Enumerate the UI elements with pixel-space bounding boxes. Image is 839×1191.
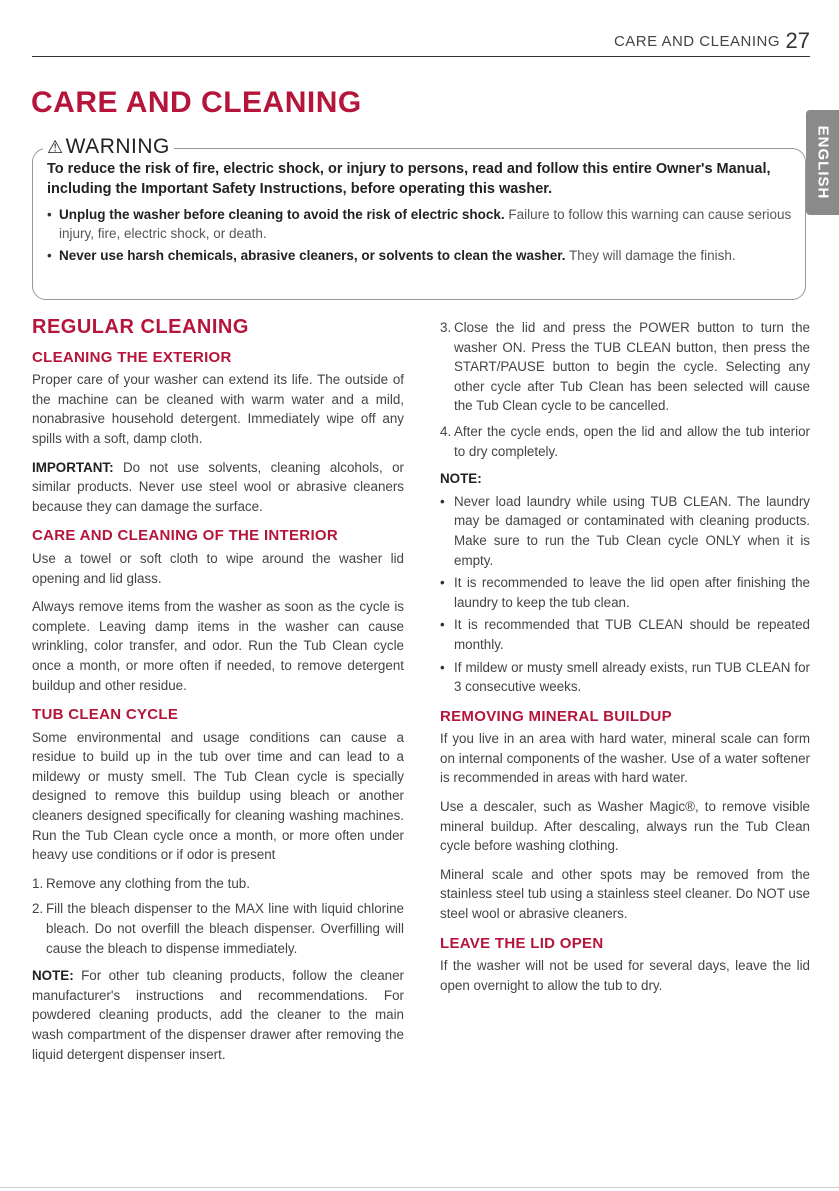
mineral-paragraph-3: Mineral scale and other spots may be removed from the stainless steel tub using a stainless steel cleaner. Do NOT use steel wool or abrasive cleaners. <box>440 866 810 922</box>
page-number: 27 <box>785 28 810 53</box>
warning-lead-text: To reduce the risk of fire, electric shock, or injury to persons, read and follow this entire Owner's Manual, including the Important Safety Instructions, before operating this washer. <box>47 161 771 197</box>
tub-clean-paragraph: Some environmental and usage conditions can cause a residue to build up in the tub over time and can lead to a mildewy or musty smell. The Tub Clean cycle is specially designed to remove this buildup using bleach or another cleaners designed specifically for cleaning washing machines. Run the Tub Clean cycle once a month, or more often under heavy use conditions or if odor is present <box>32 729 404 863</box>
note-item: • It is recommended that TUB CLEAN should be repeated monthly. <box>440 615 810 654</box>
running-header-title: CARE AND CLEANING <box>613 33 780 50</box>
warning-list <box>47 205 795 268</box>
step-item <box>32 899 404 958</box>
step-number: 2. <box>32 901 44 917</box>
step-item <box>32 874 404 894</box>
header-rule <box>32 56 810 57</box>
mineral-buildup-heading: REMOVING MINERAL BUILDUP <box>440 707 672 725</box>
step-text: Fill the bleach dispenser to the MAX line with liquid chlorine bleach. Do not overfill the bleach dispenser. Overfilling will cause the bleach to dispense immediately. <box>46 901 404 956</box>
exterior-paragraph: Proper care of your washer can extend its life. The outside of the machine can be cleaned with warm water and a mild, nonabrasive household detergent. Immediately wipe off any spills with a soft, damp cloth. <box>32 372 404 446</box>
warning-item-text: Failure to follow this warning can cause serious injury, fire, electric shock, or death. <box>59 207 792 241</box>
important-label: IMPORTANT: <box>32 459 114 475</box>
warning-heading <box>43 135 174 159</box>
mineral-paragraph-1: If you live in an area with hard water, mineral scale can form on internal components of the washer. Use of a water softener is recommended in areas with hard water. <box>440 731 810 786</box>
warning-item-bold: Never use harsh chemicals, abrasive cleaners, or solvents to clean the washer. <box>59 248 566 263</box>
note-heading: NOTE: <box>440 471 482 487</box>
language-tab-label: ENGLISH <box>814 125 831 200</box>
step-text: Remove any clothing from the tub. <box>46 875 250 891</box>
note-item: • It is recommended to leave the lid open after finishing the laundry to keep the tub clean. <box>440 573 810 612</box>
right-column <box>440 318 810 1004</box>
note-paragraph <box>32 966 404 1064</box>
bottom-rule <box>0 1187 839 1188</box>
step-item <box>440 318 810 416</box>
interior-paragraph-2: Always remove items from the washer as soon as the cycle is complete. Leaving damp items in the washer can cause wrinkling, color transfer, and odor. Run the Tub Clean cycle once a month, or more often if needed, to remove detergent buildup and other residue. <box>32 599 404 693</box>
important-text: Do not use solvents, cleaning alcohols, or similar products. Never use steel wool or abrasive cleaners because they can damage the surface. <box>32 459 404 514</box>
interior-heading: CARE AND CLEANING OF THE INTERIOR <box>32 527 339 545</box>
cleaning-exterior-heading: CLEANING THE EXTERIOR <box>32 348 232 366</box>
note-text: For other tub cleaning products, follow the cleaner manufacturer's instructions and recommendations. For powdered cleaning products, add the cleaner to the main wash compartment of the dispenser drawer after removing the liquid detergent dispenser insert. <box>32 968 404 1062</box>
note-item: • If mildew or musty smell already exists, run TUB CLEAN for 3 consecutive weeks. <box>440 658 810 697</box>
interior-paragraph-1: Use a towel or soft cloth to wipe around the washer lid opening and lid glass. <box>32 550 404 586</box>
tub-clean-heading: TUB CLEAN CYCLE <box>32 706 179 724</box>
tub-clean-steps-continued <box>440 318 810 461</box>
warning-box <box>32 135 806 300</box>
warning-item <box>47 205 795 243</box>
warning-item-text: They will damage the finish. <box>565 248 736 263</box>
warning-triangle-icon: ⚠ <box>47 137 64 157</box>
page-title: CARE AND CLEANING <box>31 86 362 119</box>
step-number: 4. <box>440 423 452 439</box>
warning-item <box>47 246 795 265</box>
step-item <box>440 422 810 461</box>
step-number: 1. <box>32 875 44 891</box>
step-text: Close the lid and press the POWER button to turn the washer ON. Press the TUB CLEAN button, then press the START/PAUSE button to begin the cycle. Selecting any other cycle after Tub Clean has been selected will cause the Tub Clean cycle to be cancelled. <box>454 320 810 414</box>
left-column <box>32 318 404 1073</box>
warning-item-bold: Unplug the washer before cleaning to avoid the risk of electric shock. <box>59 207 505 222</box>
warning-title: WARNING <box>65 135 170 158</box>
leave-lid-open-paragraph: If the washer will not be used for several days, leave the lid open overnight to allow the tub to dry. <box>440 958 810 993</box>
regular-cleaning-heading: REGULAR CLEANING <box>32 316 249 338</box>
note-item: • Never load laundry while using TUB CLEAN. The laundry may be damaged or contaminated with cleaning products. Make sure to run the Tub Clean cycle ONLY when it is empty. <box>440 492 810 570</box>
mineral-paragraph-2: Use a descaler, such as Washer Magic®, to remove visible mineral buildup. After descaling, always run the Tub Clean cycle before washing clothing. <box>440 799 810 854</box>
note-list <box>440 492 810 697</box>
language-tab <box>806 110 839 215</box>
leave-lid-open-heading: LEAVE THE LID OPEN <box>440 934 604 952</box>
note-label: NOTE: <box>32 968 74 984</box>
step-number: 3. <box>440 320 452 335</box>
step-text: After the cycle ends, open the lid and allow the tub interior to dry completely. <box>454 423 810 459</box>
tub-clean-steps <box>32 874 404 958</box>
important-paragraph <box>32 458 404 517</box>
